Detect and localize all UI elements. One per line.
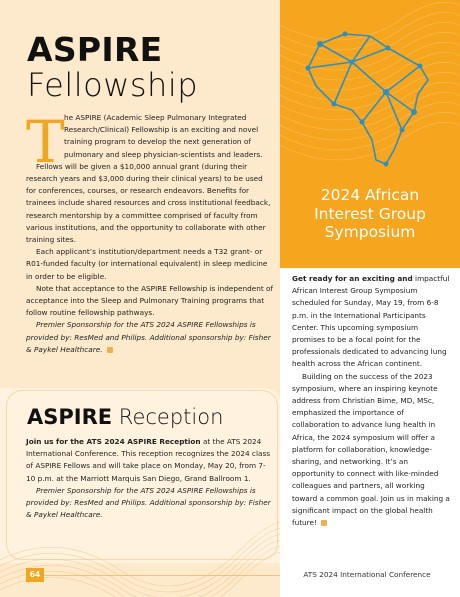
- symposium-title-line-1: 2024 African: [320, 186, 420, 204]
- reception-body: [26, 436, 272, 521]
- symposium-title-line-3: Symposium: [324, 223, 416, 241]
- symposium-body: [292, 273, 452, 529]
- symposium-para-2-text: Building on the success of the 2023 symposium, where an inspiring keynote address from Christian Bime, MD, MSc, emphasized the importance of collaboration to advance lung health in Africa, the 2024 symposium will offer a platform for collaboration, knowledge-sharing, and networking. It’s an opportunity to connect with like-minded colleagues and partners, all working toward a common goal. Join us in making a significant impact on the global health future!: [292, 371, 450, 528]
- fellowship-body: [26, 108, 274, 356]
- symposium-title: [280, 186, 460, 242]
- fellowship-para-4: Note that acceptance to the ASPIRE Fellowship is independent of acceptance into the Sleep and Pulmonary Training programs that follow routine fellowship pathways.: [26, 283, 274, 318]
- fellowship-sponsor: [26, 319, 274, 356]
- reception-title-light: Reception: [118, 405, 224, 429]
- symposium-lead-rest: impactful African Interest Group Symposium scheduled for Sunday, May 19, from 6-8 p.m. in the International Participants Center. This upcoming symposium promises to be a focal point for the professionals dedicated to advancing lung health across the African continent.: [292, 274, 450, 369]
- reception-title-bold: ASPIRE: [27, 405, 113, 429]
- page-number: 64: [26, 568, 44, 582]
- fellowship-title-light: Fellowship: [27, 66, 199, 104]
- reception-title: [27, 405, 223, 429]
- fellowship-para-2: Fellows will be given a $10,000 annual grant (during their research years and $3,000 during their clinical years) to be used for conferences, courses, or research endeavors. Benefits for trainees include shared resources and cross institutional feedback, research mentorship by a committee comprised of faculty from various institutions, and the opportunity to collaborate with other training sites.: [26, 161, 271, 245]
- end-square-icon: [321, 520, 327, 526]
- end-square-icon: [107, 347, 113, 353]
- fellowship-sponsor-text: Premier Sponsorship for the ATS 2024 ASPIRE Fellowships is provided by: ResMed and Philips. Additional sponsorship by: Fisher & Paykel Healthcare.: [26, 320, 271, 354]
- wave-pattern-decoration: [0, 520, 280, 597]
- reception-lead-rest: at the ATS 2024 International Conference. This reception recognizes the 2024 class of ASPIRE Fellows and will take place on Monday, May 20, from 7-10 p.m. at the Marriott Marquis San Diego, Grand Ballroom 1.: [26, 437, 271, 483]
- dropcap-letter: T: [26, 108, 65, 176]
- africa-network-map-icon: [290, 22, 450, 182]
- reception-sponsor: Premier Sponsorship for the ATS 2024 ASPIRE Fellowships is provided by: ResMed and Philips. Additional sponsorship by: Fisher & Paykel Healthcare.: [26, 485, 271, 520]
- symposium-para-1: [292, 273, 452, 371]
- fellowship-title-bold: ASPIRE: [27, 30, 163, 69]
- symposium-para-2: [292, 371, 452, 530]
- symposium-title-line-2: Interest Group: [314, 204, 426, 223]
- reception-para-1: [26, 436, 272, 485]
- symposium-lead-bold: Get ready for an exciting and: [292, 274, 413, 283]
- footer-divider: [44, 575, 280, 576]
- fellowship-para-3: Each applicant’s institution/department needs a T32 grant- or R01-funded faculty (or international equivalent) in sleep medicine in order to be eligible.: [26, 247, 268, 281]
- conference-footer: ATS 2024 International Conference: [303, 570, 431, 579]
- fellowship-para-1: he ASPIRE (Academic Sleep Pulmonary Integrated Research/Clinical) Fellowship is an exciting and novel training program to develop the next generation of pulmonary and sleep physician-scientists and leaders.: [64, 113, 263, 159]
- reception-lead-bold: Join us for the ATS 2024 ASPIRE Reception: [26, 437, 201, 446]
